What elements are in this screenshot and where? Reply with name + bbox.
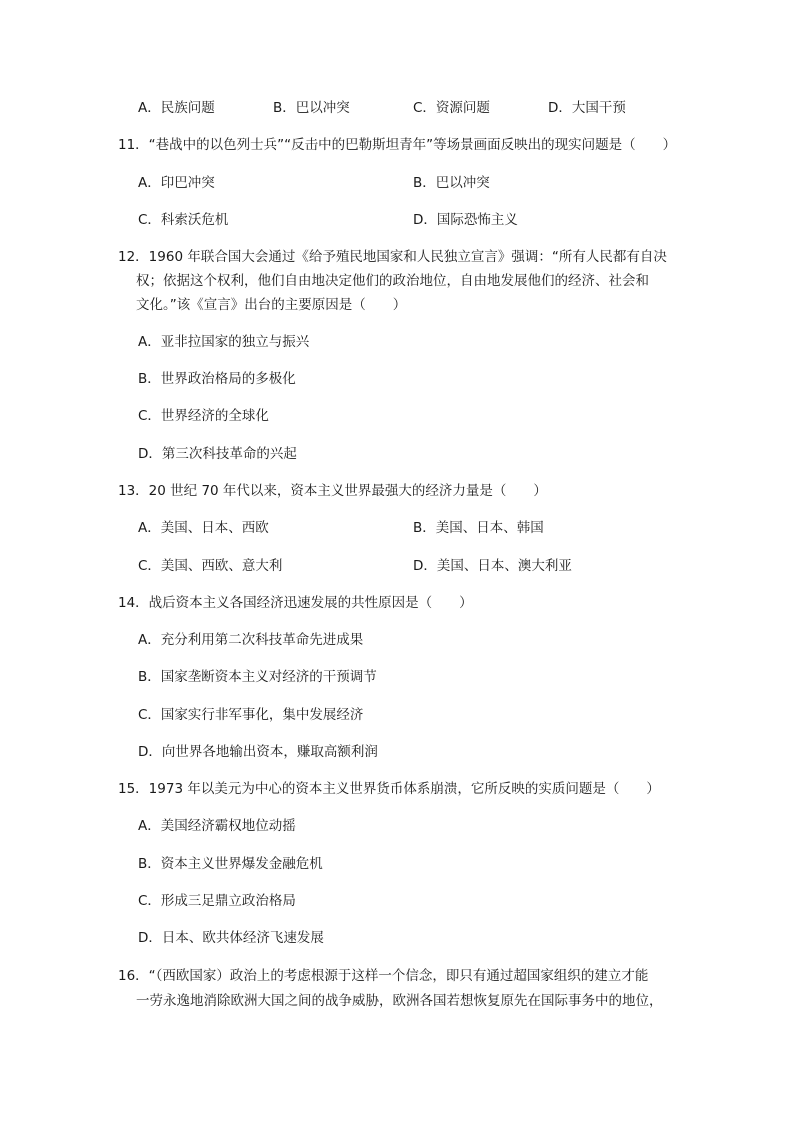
q11-option-a: A．印巴冲突: [138, 175, 215, 191]
q13-option-d: D．美国、日本、澳大利亚: [413, 558, 572, 574]
q13-option-c: C．美国、西欧、意大利: [138, 558, 283, 574]
q14-option-a: A．充分利用第二次科技革命先进成果: [138, 632, 364, 648]
q13-option-a: A．美国、日本、西欧: [138, 520, 269, 536]
q12-option-c: C．世界经济的全球化: [138, 408, 269, 424]
q16-stem-line-2: 一劳永逸地消除欧洲大国之间的战争威胁，欧洲各国若想恢复原先在国际事务中的地位，: [136, 993, 663, 1009]
q10-option-b: B．巴以冲突: [273, 100, 350, 116]
q12-option-a: A．亚非拉国家的独立与振兴: [138, 334, 310, 350]
q11-option-c: C．科索沃危机: [138, 212, 229, 228]
q11-stem: 11．“巷战中的以色列士兵”“反击中的巴勒斯坦青年”等场景画面反映出的现实问题是（ ）: [118, 137, 677, 153]
q15-option-c: C．形成三足鼎立政治格局: [138, 893, 296, 909]
q14-stem: 14．战后资本主义各国经济迅速发展的共性原因是（ ）: [118, 595, 473, 611]
q14-option-b: B．国家垄断资本主义对经济的干预调节: [138, 669, 377, 685]
q12-stem-line-3: 文化。”该《宣言》出台的主要原因是（ ）: [136, 297, 407, 313]
q15-stem: 15．1973 年以美元为中心的资本主义世界货币体系崩溃，它所反映的实质问题是（ ）: [118, 781, 660, 797]
q11-option-d: D．国际恐怖主义: [413, 212, 518, 228]
q12-option-b: B．世界政治格局的多极化: [138, 371, 296, 387]
q10-option-c: C．资源问题: [413, 100, 490, 116]
q11-option-b: B．巴以冲突: [413, 175, 490, 191]
q15-option-b: B．资本主义世界爆发金融危机: [138, 856, 323, 872]
q12-option-d: D．第三次科技革命的兴起: [138, 446, 297, 462]
q15-option-d: D．日本、欧共体经济飞速发展: [138, 930, 324, 946]
q10-option-d: D．大国干预: [548, 100, 626, 116]
q12-stem-line-1: 12．1960 年联合国大会通过《给予殖民地国家和人民独立宣言》强调：“所有人民都有自决: [118, 249, 667, 265]
q14-option-c: C．国家实行非军事化，集中发展经济: [138, 707, 364, 723]
q16-stem-line-1: 16．“（西欧国家）政治上的考虑根源于这样一个信念，即只有通过超国家组织的建立才能: [118, 968, 649, 984]
q13-option-b: B．美国、日本、韩国: [413, 520, 544, 536]
q14-option-d: D．向世界各地输出资本，赚取高额利润: [138, 744, 378, 760]
q10-option-a: A．民族问题: [138, 100, 215, 116]
q12-stem-line-2: 权；依据这个权利，他们自由地决定他们的政治地位，自由地发展他们的经济、社会和: [136, 273, 649, 289]
q13-stem: 13．20 世纪 70 年代以来，资本主义世界最强大的经济力量是（ ）: [118, 483, 547, 499]
q15-option-a: A．美国经济霸权地位动摇: [138, 818, 296, 834]
